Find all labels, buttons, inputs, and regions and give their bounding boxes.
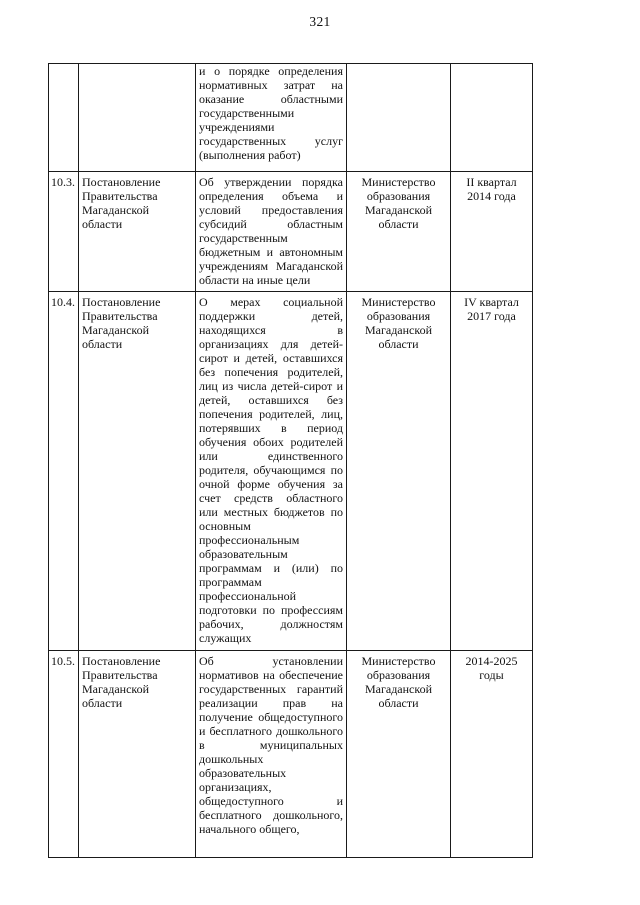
document-type-cell [79,64,196,172]
document-title-cell: Об утверждении порядка определения объема и условий предоставления субсидий областным государственным бюджетным и автономным учреждениям Магаданской области на иные цели [196,172,347,292]
plan-table [48,63,533,858]
deadline-cell [451,64,533,172]
row-number-cell [49,64,79,172]
table-row [49,292,533,651]
executor-cell: Министерство образования Магаданской области [347,172,451,292]
document-title-cell: О мерах социальной поддержки детей, находящихся в организациях для детей-сирот и детей, оставшихся без попечения родителей, лиц из числа детей-сирот и детей, оставшихся без попечения родителей, лиц, потерявших в период обучения обоих родителей или единственного родителя, обучающимся по очной форме обучения за счет средств областного или местных бюджетов по основным профессиональным образовательным программам и (или) по программам профессиональной подготовки по профессиям рабочих, должностям служащих [196,292,347,651]
table-row [49,651,533,858]
executor-cell [347,64,451,172]
executor-cell: Министерство образования Магаданской области [347,292,451,651]
page-number: 321 [309,14,331,29]
table-row [49,172,533,292]
document-title-cell: Об установлении нормативов на обеспечение государственных гарантий реализации прав на получение общедоступного и бесплатного дошкольного в муниципальных дошкольных образовательных организациях, общедоступного и бесплатного дошкольного, начального общего, [196,651,347,858]
executor-cell: Министерство образования Магаданской области [347,651,451,858]
row-number-cell: 10.3. [49,172,79,292]
deadline-cell: IV квартал 2017 года [451,292,533,651]
document-type-cell: Постановление Правительства Магаданской области [79,292,196,651]
row-number-cell: 10.5. [49,651,79,858]
table-row [49,64,533,172]
document-title-cell: и о порядке определения нормативных затрат на оказание областными государственными учреждениями государственных услуг (выполнения работ) [196,64,347,172]
row-number-cell: 10.4. [49,292,79,651]
deadline-cell: 2014-2025 годы [451,651,533,858]
document-type-cell: Постановление Правительства Магаданской области [79,172,196,292]
deadline-cell: II квартал 2014 года [451,172,533,292]
document-type-cell: Постановление Правительства Магаданской области [79,651,196,858]
